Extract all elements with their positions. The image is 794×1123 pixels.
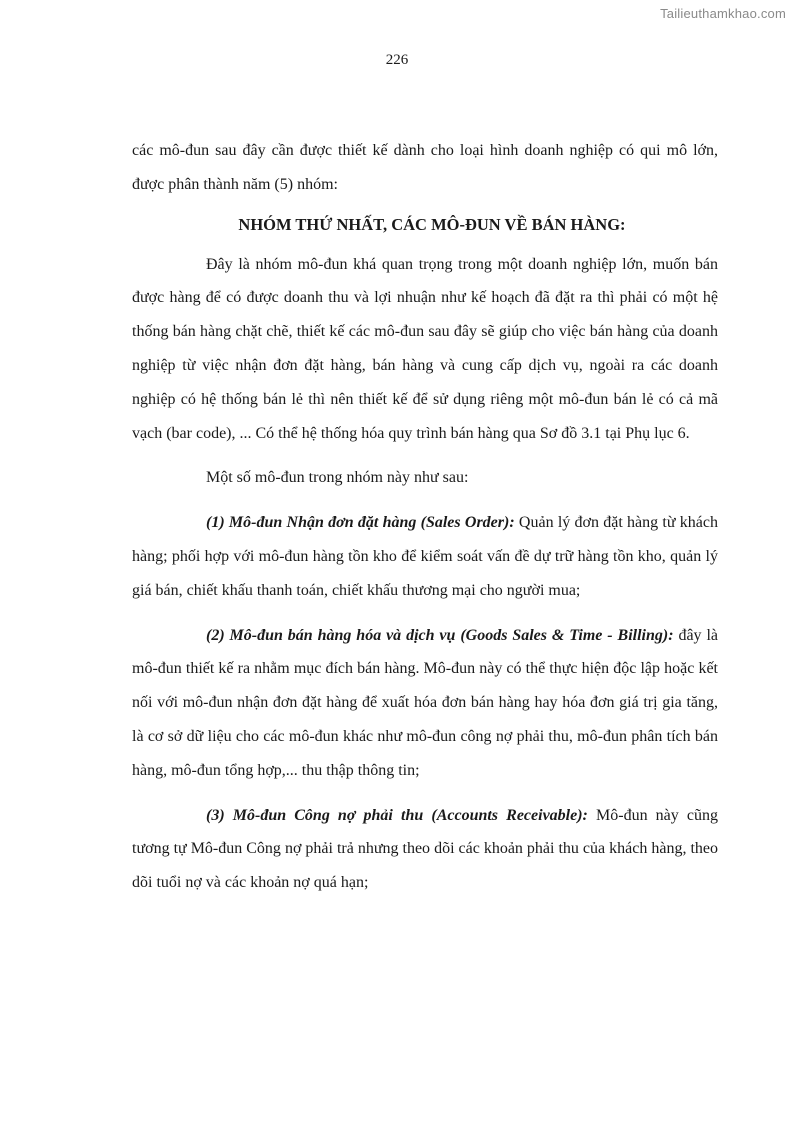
module-label: (2) Mô-đun bán hàng hóa và dịch vụ (Goods Sales & Time - Billing): xyxy=(206,626,674,644)
module-text: Quản lý đơn đặt hàng từ khách hàng; phối hợp với mô-đun hàng tồn kho để kiểm soát vấn đề dự trữ hàng tồn kho, quản lý giá bán, chiết khấu thanh toán, chiết khấu thương mại cho người mua; xyxy=(132,514,718,599)
section-paragraph: Đây là nhóm mô-đun khá quan trọng trong một doanh nghiệp lớn, muốn bán được hàng để có được doanh thu và lợi nhuận như kế hoạch đã đặt ra thì phải có một hệ thống bán hàng chặt chẽ, thiết kế các mô-đun sau đây sẽ giúp cho việc bán hàng của doanh nghiệp từ việc nhận đơn đặt hàng, bán hàng và cung cấp dịch vụ, ngoài ra các doanh nghiệp có hệ thống bán lẻ thì nên thiết kế để sử dụng riêng một mô-đun bán lẻ có cả mã vạch (bar code), ... Có thể hệ thống hóa quy trình bán hàng qua Sơ đồ 3.1 tại Phụ lục 6. xyxy=(132,255,718,442)
module-label: (3) Mô-đun Công nợ phải thu (Accounts Receivable): xyxy=(206,806,588,824)
module-item-goods-sales xyxy=(132,619,718,788)
page-body xyxy=(132,134,718,900)
module-label: (1) Mô-đun Nhận đơn đặt hàng (Sales Order): xyxy=(206,514,515,532)
intro-paragraph: các mô-đun sau đây cần được thiết kế dành cho loại hình doanh nghiệp có qui mô lớn, được phân thành năm (5) nhóm: xyxy=(132,142,718,193)
module-item-sales-order xyxy=(132,506,718,607)
section-heading: NHÓM THỨ NHẤT, CÁC MÔ-ĐUN VỀ BÁN HÀNG: xyxy=(238,214,626,234)
module-item-accounts-receivable xyxy=(132,799,718,900)
watermark: Tailieuthamkhao.com xyxy=(660,6,786,21)
module-text: đây là mô-đun thiết kế ra nhằm mục đích bán hàng. Mô-đun này có thể thực hiện độc lập hoặc kết nối với mô-đun nhận đơn đặt hàng để xuất hóa đơn bán hàng hay hóa đơn giá trị gia tăng, là cơ sở dữ liệu cho các mô-đun khác như mô-đun công nợ phải thu, mô-đun phân tích bán hàng, mô-đun tổng hợp,... thu thập thông tin; xyxy=(132,626,718,779)
modules-intro: Một số mô-đun trong nhóm này như sau: xyxy=(206,469,469,487)
module-text: Mô-đun này cũng tương tự Mô-đun Công nợ phải trả nhưng theo dõi các khoản phải thu của khách hàng, theo dõi tuổi nợ và các khoản nợ quá hạn; xyxy=(132,806,719,892)
page-number: 226 xyxy=(385,52,409,68)
